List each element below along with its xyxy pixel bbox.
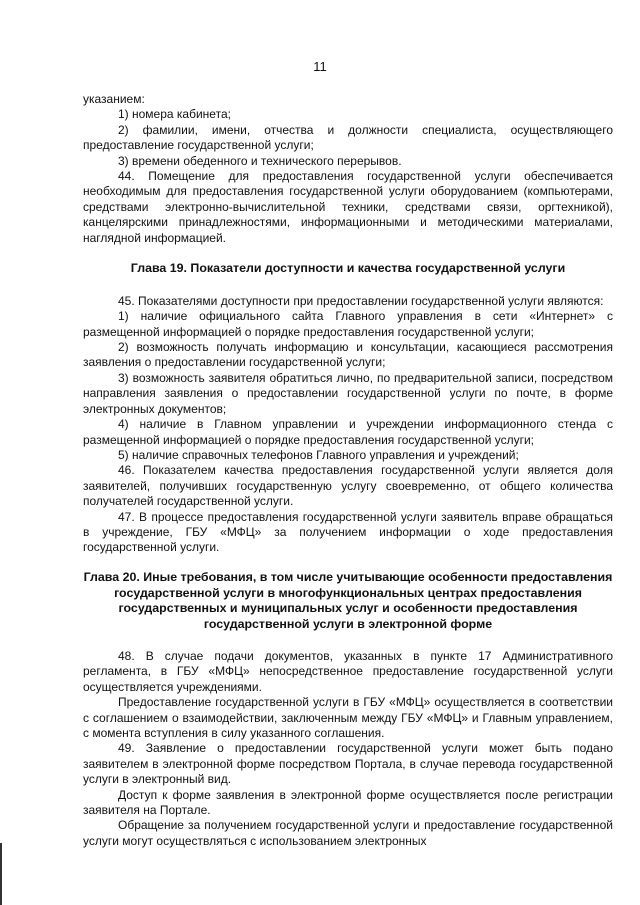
list-item: 2) возможность получать информацию и консультации, касающиеся рассмотрения заявления о предоставлении государственной услуги; (83, 340, 613, 370)
list-item: 4) наличие в Главном управлении и учреждении информационного стенда с размещенной информацией о порядке предоставления государственной услуги; (83, 417, 613, 447)
scan-edge-mark (0, 843, 2, 905)
list-item: 1) наличие официального сайта Главного управления в сети «Интернет» с размещенной информацией о порядке предоставления государственной услуги; (83, 309, 613, 339)
page-number: 11 (313, 59, 327, 74)
paragraph-45: 45. Показателями доступности при предоставлении государственной услуги являются: (118, 293, 604, 308)
chapter-20-heading: Глава 20. Иные требования, в том числе учитывающие особенности предоставления государственной услуги в многофункциональных центрах предоставления государственных и муниципальных услуг и особенности предоставления государственной услуги в электронной форме (83, 569, 613, 632)
document-body (83, 92, 613, 849)
chapter-19-heading: Глава 19. Показатели доступности и качества государственной услуги (130, 261, 566, 276)
list-item: 1) номера кабинета; (118, 107, 231, 122)
list-item: 5) наличие справочных телефонов Главного управления и учреждений; (118, 447, 519, 462)
paragraph: Предоставление государственной услуги в ГБУ «МФЦ» осуществляется в соответствии с соглашением о взаимодействии, заключенным между ГБУ «МФЦ» и Главным управлением, с момента вступления в силу указанного соглашения. (83, 695, 613, 740)
paragraph-48: 48. В случае подачи документов, указанных в пункте 17 Административного регламента, в ГБУ «МФЦ» непосредственное предоставление государственной услуги осуществляется учреждениями. (83, 648, 613, 694)
paragraph: Доступ к форме заявления в электронной форме осуществляется после регистрации заявителя на Портале. (83, 787, 613, 818)
list-item: 3) возможность заявителя обратиться лично, по предварительной записи, посредством направления заявления о предоставлении государственной услуги по почте, в форме электронных документов; (83, 370, 613, 416)
paragraph-continuation: указанием: (83, 92, 145, 106)
list-item: 2) фамилии, имени, отчества и должности специалиста, осуществляющего предоставление государственной услуги; (83, 122, 613, 153)
list-item: 3) времени обеденного и технического перерывов. (118, 153, 402, 168)
paragraph: Обращение за получением государственной услуги и предоставление государственной услуги могут осуществляться с использованием электронных (83, 818, 613, 848)
paragraph-46: 46. Показателем качества предоставления государственной услуги является доля заявителей, получивших государственную услугу своевременно, от общего количества получателей государственной услуги. (83, 463, 613, 509)
paragraph-49: 49. Заявление о предоставлении государственной услуги может быть подано заявителем в электронной форме посредством Портала, в случае перевода государственной услуги в электронный вид. (83, 741, 613, 787)
paragraph-44: 44. Помещение для предоставления государственной услуги обеспечивается необходимым для предоставления государственной услуги оборудованием (компьютерами, средствами электронно-вычислительной техники, средствами связи, оргтехникой), канцелярскими принадлежностями, информационными и методическими материалами, наглядной информацией. (83, 169, 613, 245)
paragraph-47: 47. В процессе предоставления государственной услуги заявитель вправе обращаться в учреждение, ГБУ «МФЦ» за получением информации о ходе предоставления государственной услуги. (83, 509, 613, 555)
